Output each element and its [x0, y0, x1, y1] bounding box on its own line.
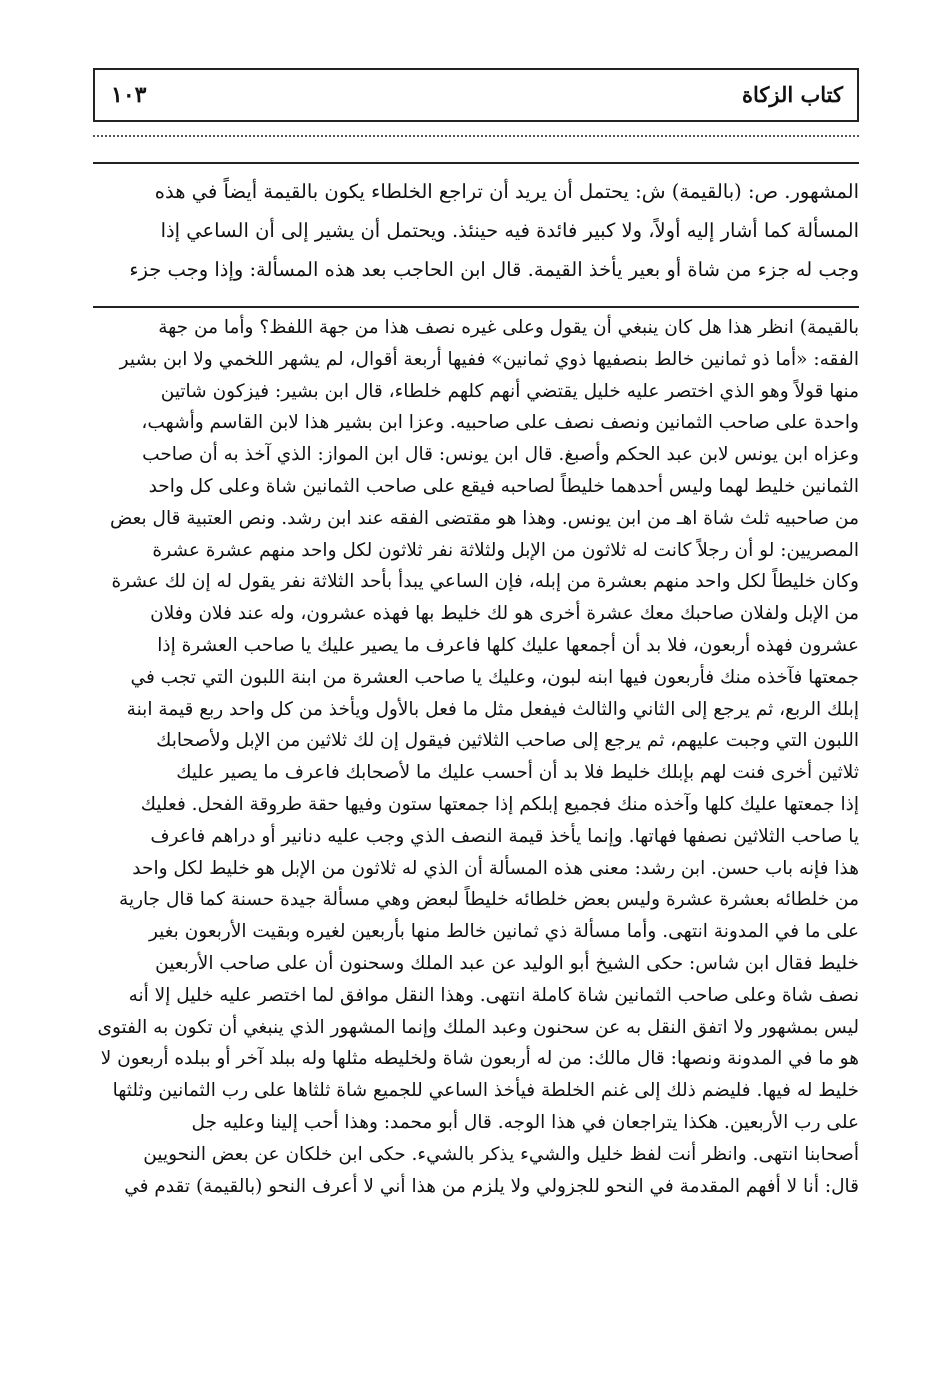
- sharh-line: إذا جمعتها عليك كلها وآخذه منك فجميع إبلكم إذا جمعتها ستون وفيها حقة طروقة الفحل. فعليك: [140, 793, 859, 815]
- sharh-line: هو ما في المدونة ونصها: قال مالك: من له أربعون شاة ولخليطه مثلها وله ببلد آخر أو ببلده أربعون لا: [100, 1048, 859, 1070]
- middle-rule: [93, 306, 859, 308]
- sharh-line: وكان خليطاً لكل واحد منهم بعشرة من إبله، فإن الساعي يبدأ بأحد الثلاثة نفر يقول له إن لك عشرة: [111, 571, 859, 593]
- sharh-line: بالقيمة) انظر هذا هل كان ينبغي أن يقول وعلى غيره نصف هذا من جهة اللفظ؟ وأما من جهة: [158, 317, 859, 338]
- sharh-line: من خلطائه بعشرة عشرة وليس بعض خلطائه خليطاً لبعض وهي مسألة جيدة حسنة كما قال جارية: [119, 889, 859, 911]
- matn-line: وجب له جزء من شاة أو بعير يأخذ القيمة. قال ابن الحاجب بعد هذه المسألة: وإذا وجب جزء: [129, 258, 859, 281]
- sharh-line: اللبون التي وجبت عليهم، ثم يرجع إلى صاحب الثلاثين فيقول إن لك ثلاثين من الإبل ولأصحابك: [156, 730, 859, 752]
- sharh-line: هذا فإنه باب حسن. ابن رشد: معنى هذه المسألة أن الذي له ثلاثون من الإبل هو خليط لكل واحد: [132, 857, 859, 879]
- sharh-text: [93, 312, 859, 1202]
- sharh-line: واحدة على صاحب الثمانين ونصف نصف على صاحبيه. وعزا ابن بشير هذا لابن القاسم وأشهب،: [141, 412, 859, 434]
- top-rule: [93, 162, 859, 164]
- sharh-line: أصحابنا انتهى. وانظر أنت لفظ خليل والشيء يذكر بالشيء. حكى ابن خلكان عن بعض النحويين: [143, 1143, 859, 1165]
- page-number: ١٠٣: [111, 82, 147, 108]
- sharh-line: من الإبل ولفلان صاحبك معك عشرة أخرى هو لك خليط بها فهذه عشرون، وله عند فلان وفلان: [150, 603, 859, 625]
- sharh-line: خليط فقال ابن شاس: حكى الشيخ أبو الوليد عن عبد الملك وسحنون أن على صاحب الأربعين: [155, 952, 859, 974]
- sharh-line: خليط له فيها. فليضم ذلك إلى غنم الخلطة فيأخذ الساعي للجميع شاة ثلثاها على رب الثمانين وثلثها: [112, 1080, 859, 1102]
- sharh-line: جمعتها فآخذه منك فأربعون فيها ابنه لبون، وعليك يا صاحب العشرة من ابنة اللبون التي تجب في: [130, 666, 859, 688]
- sharh-line: على ما في المدونة انتهى. وأما مسألة ذي ثمانين خالط منها بأربعين لغيره وبقيت الأربعون بغير: [148, 921, 859, 943]
- book-title: كتاب الزكاة: [741, 82, 843, 107]
- sharh-line: عشرون فهذه أربعون، فلا بد أن أجمعها عليك كلها فاعرف ما يصير عليك يا صاحب العشرة إذا: [157, 634, 859, 656]
- page-header: [93, 68, 859, 122]
- sharh-line: الثمانين خليط لهما وليس أحدهما خليطاً لصاحبه فيقع على صاحب الثمانين شاة وعلى كل واحد: [148, 475, 859, 497]
- sharh-line: نصف شاة وعلى صاحب الثمانين شاة كاملة انتهى. وهذا النقل موافق لما اختصر عليه خليل إلا أنه: [128, 984, 859, 1006]
- sharh-line: وعزاه ابن يونس لابن عبد الحكم وأصبغ. قال ابن يونس: قال ابن المواز: الذي آخذ به أن صاحب: [142, 444, 859, 466]
- sharh-line: من صاحبيه ثلث شاة اهـ من ابن يونس. وهذا هو مقتضى الفقه عند ابن رشد. ونص العتبية قال بعض: [109, 507, 859, 529]
- sharh-line: ليس بمشهور ولا اتفق النقل به عن سحنون وعبد الملك وإنما المشهور الذي ينبغي أن تكون به الفتوى: [97, 1016, 859, 1038]
- sharh-line: قال: أنا لا أفهم المقدمة في النحو للجزولي ولا يلزم من هذا أني لا أعرف النحو (بالقيمة) تقدم في: [124, 1175, 859, 1197]
- sharh-line: على رب الأربعين. هكذا يتراجعان في هذا الوجه. قال أبو محمد: وهذا أحب إلينا وعليه جل: [191, 1111, 859, 1133]
- sharh-line: ثلاثين أخرى فنت لهم بإبلك خليط فلا بد أن أحسب عليك ما لأصحابك فاعرف ما يصير عليك: [176, 762, 859, 784]
- sharh-line: إبلك الربع، ثم يرجع إلى الثاني والثالث فيفعل مثل ما فعل بالأول ويأخذ من كل واحد ربع قيمة ابنة: [126, 698, 859, 720]
- sharh-line: المصريين: لو أن رجلاً كانت له ثلاثون من الإبل ولثلاثة نفر ثلاثون لكل واحد منهم عشرة عشرة: [152, 539, 859, 561]
- matn-text: [93, 172, 859, 289]
- dotted-separator: [93, 135, 859, 137]
- matn-line: المشهور. ص: (بالقيمة) ش: يحتمل أن يريد أن تراجع الخلطاء يكون بالقيمة أيضاً في هذه: [154, 180, 859, 203]
- sharh-line: الفقه: «أما ذو ثمانين خالط بنصفيها ذوي ثمانين» ففيها أربعة أقوال، لم يشهر اللخمي ولا ابن بشير: [119, 348, 859, 370]
- matn-line: المسألة كما أشار إليه أولاً، ولا كبير فائدة فيه حينئذ. ويحتمل أن يشير إلى أن الساعي إذا: [160, 219, 859, 242]
- sharh-line: منها قولاً وهو الذي اختصر عليه خليل يقتضي أنهم كلهم خلطاء، قال ابن بشير: فيزكون شاتين: [160, 380, 859, 402]
- sharh-line: يا صاحب الثلاثين نصفها فهاتها. وإنما يأخذ قيمة النصف الذي وجب عليه دنانير أو دراهم فاعرف: [150, 825, 859, 847]
